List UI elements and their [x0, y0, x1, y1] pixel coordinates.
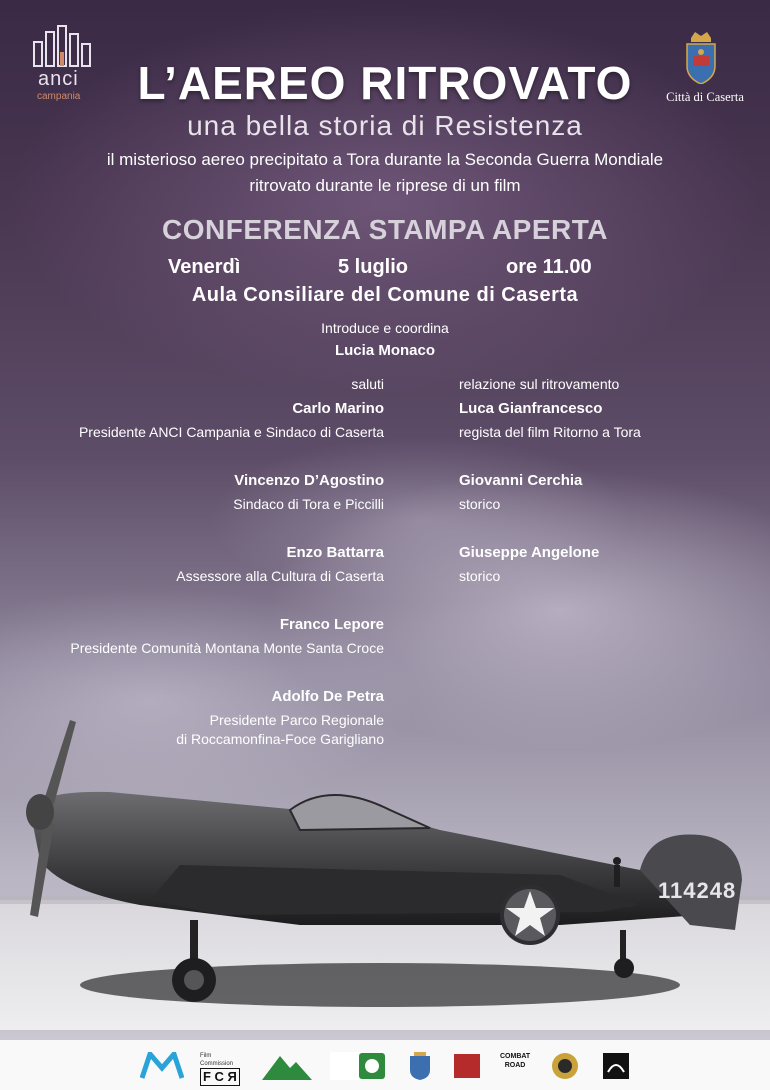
speaker-role-line-1: Presidente Parco Regionale: [209, 712, 384, 728]
speaker-card: [459, 472, 582, 514]
red-logo-icon: [452, 1052, 482, 1080]
report-label: relazione sul ritrovamento: [459, 376, 620, 392]
speaker-role: Presidente ANCI Campania e Sindaco di Caserta: [78, 424, 384, 440]
m-logo-icon: [140, 1052, 184, 1080]
municipal-crest-icon: [408, 1052, 432, 1080]
speaker-name: Giuseppe Angelone: [459, 544, 600, 561]
speaker-card: [70, 616, 384, 658]
speaker-name: Adolfo De Petra: [271, 688, 384, 705]
speaker-name: Luca Gianfrancesco: [459, 400, 603, 417]
intro-label: Introduce e coordina: [321, 320, 449, 336]
airplane-photo: [0, 700, 770, 1030]
intro-name: Lucia Monaco: [334, 342, 435, 359]
speaker-card: [233, 472, 384, 514]
mountain-logo-icon: [262, 1052, 312, 1080]
speaker-card: [176, 544, 384, 586]
poster-subtitle: una bella storia di Resistenza: [187, 110, 583, 141]
speaker-card: [459, 544, 599, 586]
round-logo-icon: [550, 1052, 580, 1080]
speaker-role: regista del film Ritorno a Tora: [459, 424, 641, 440]
greetings-label: saluti: [351, 376, 384, 392]
speaker-name: Enzo Battarra: [286, 544, 384, 561]
speaker-card: [459, 400, 641, 442]
event-day: Venerdì: [168, 256, 241, 278]
speaker-name: Carlo Marino: [292, 400, 384, 417]
speaker-name: Franco Lepore: [279, 616, 384, 633]
speaker-role: Assessore alla Cultura di Caserta: [176, 568, 384, 584]
city-label: Città di Caserta: [666, 90, 744, 104]
description-line-2: ritrovato durante le riprese di un film: [249, 176, 521, 195]
speaker-role: Sindaco di Tora e Piccilli: [233, 496, 384, 512]
park-logo-icon: [358, 1052, 386, 1080]
poster-title: L’AEREO RITROVATO: [137, 57, 633, 109]
speaker-name: Giovanni Cerchia: [459, 472, 583, 489]
event-date: 5 luglio: [338, 256, 408, 278]
event-venue: Aula Consiliare del Comune di Caserta: [191, 284, 579, 306]
anci-towers-icon: [30, 24, 94, 68]
dark-logo-icon: [602, 1052, 630, 1080]
speaker-card: [79, 400, 384, 442]
film-commission-logo: Film Commission F C Я: [200, 1052, 244, 1080]
speaker-role-line-2: di Roccamonfina-Foce Garigliano: [176, 731, 384, 747]
tail-number: 114248: [658, 878, 737, 903]
event-type: CONFERENZA STAMPA APERTA: [162, 214, 608, 245]
speaker-role: Presidente Comunità Montana Monte Santa Croce: [70, 640, 384, 656]
speaker-name: Vincenzo D’Agostino: [234, 472, 384, 489]
speaker-role: storico: [459, 568, 501, 584]
description-line-1: il misterioso aereo precipitato a Tora durante la Seconda Guerra Mondiale: [106, 150, 664, 169]
combat-road-logo: COMBAT ROAD: [500, 1053, 531, 1069]
sponsors-bar: [0, 1040, 770, 1090]
speaker-role: storico: [459, 496, 501, 512]
anci-logo: [26, 24, 96, 106]
anci-logo-region: campania: [37, 91, 81, 102]
caserta-crest-icon: [683, 32, 719, 84]
anci-logo-text: anci: [38, 68, 79, 90]
event-time: ore 11.00: [506, 256, 592, 278]
